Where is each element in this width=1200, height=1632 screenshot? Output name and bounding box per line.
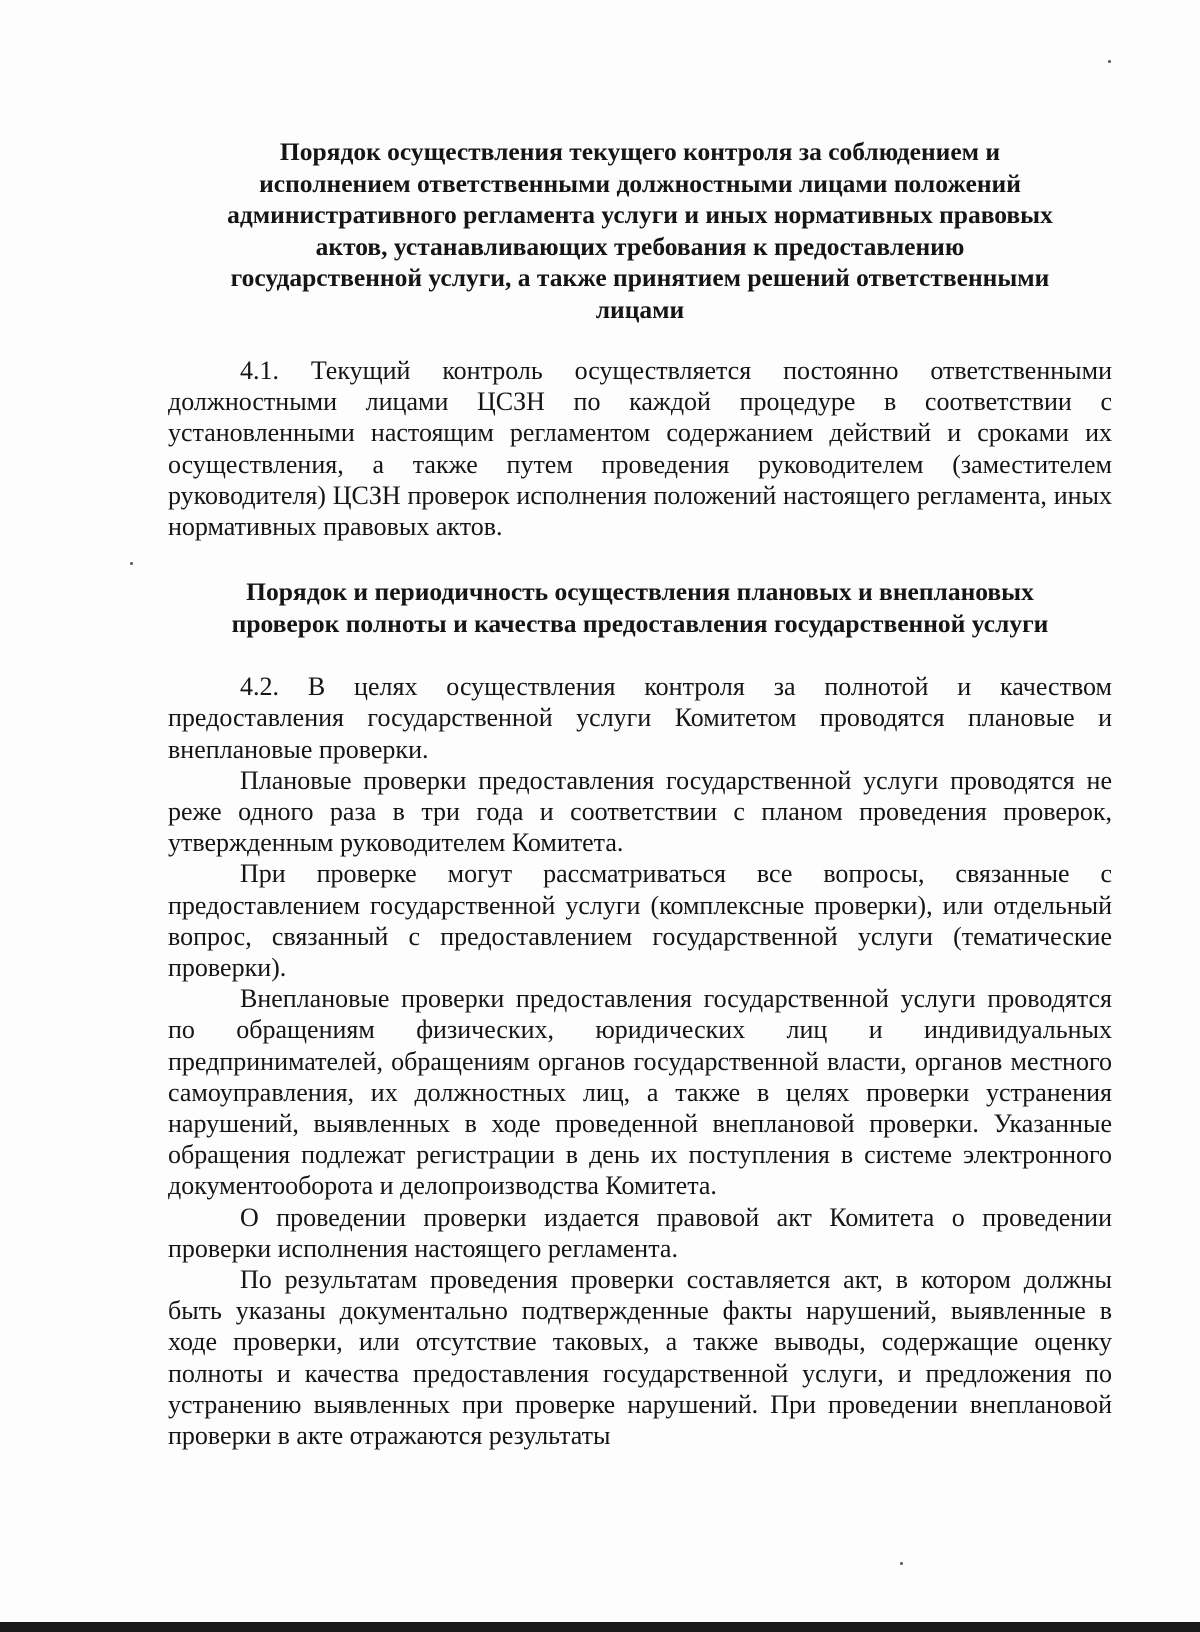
document-page <box>168 136 1112 1451</box>
heading-line: исполнением ответственными должностными лицами положений <box>259 168 1021 198</box>
section-heading-current-control <box>168 136 1112 325</box>
scan-bottom-edge <box>0 1622 1200 1632</box>
section-heading-inspections <box>168 576 1112 639</box>
heading-line: лицами <box>595 294 685 324</box>
paragraph-inspection-results: По результатам проведения проверки составляется акт, в котором должны быть указаны документально подтвержденные факты нарушений, выявленные в ходе проверки, или отсутствие таковых, а также выводы, содержащие оценку полноты и качества предоставления государственной услуги, и предложения по устранению выявленных при проверке нарушений. При проведении внеплановой проверки в акте отражаются результаты <box>168 1265 1112 1451</box>
paragraph-inspection-scope: При проверке могут рассматриваться все вопросы, связанные с предоставлением государственной услуги (комплексные проверки), или отдельный вопрос, связанный с предоставлением государственной услуги (тематические проверки). <box>168 859 1112 983</box>
heading-line: Порядок и периодичность осуществления плановых и внеплановых <box>246 577 1034 607</box>
heading-line: актов, устанавливающих требования к предоставлению <box>315 231 965 261</box>
heading-line: Порядок осуществления текущего контроля за соблюдением и <box>279 137 1001 166</box>
heading-line: проверок полноты и качества предоставления государственной услуги <box>231 608 1049 638</box>
paragraph-4-2: 4.2. В целях осуществления контроля за полнотой и качеством предоставления государственной услуги Комитетом проводятся плановые и внеплановые проверки. <box>168 672 1112 764</box>
scan-speck <box>130 562 133 565</box>
heading-line: административного регламента услуги и иных нормативных правовых <box>227 200 1053 229</box>
paragraph-unplanned-inspections: Внеплановые проверки предоставления государственной услуги проводятся по обращениям физических, юридических лиц и индивидуальных предпринимателей, обращениям органов государственной власти, органов местного самоуправления, их должностных лиц, а также в целях проверки устранения нарушений, выявленных в ходе проведенной внеплановой проверки. Указанные обращения подлежат регистрации в день их поступления в системе электронного документооборота и делопроизводства Комитета. <box>168 984 1112 1201</box>
scan-speck <box>900 1562 903 1565</box>
heading-line: государственной услуги, а также принятием решений ответственными <box>230 263 1050 292</box>
paragraph-4-1: 4.1. Текущий контроль осуществляется постоянно ответственными должностными лицами ЦСЗН по каждой процедуре в соответствии с установленными настоящим регламентом содержанием действий и сроками их осуществления, а также путем проведения руководителем (заместителем руководителя) ЦСЗН проверок исполнения положений настоящего регламента, иных нормативных правовых актов. <box>168 356 1112 542</box>
paragraph-planned-inspections: Плановые проверки предоставления государственной услуги проводятся не реже одного раза в три года и соответствии с планом проведения проверок, утвержденным руководителем Комитета. <box>168 765 1112 858</box>
paragraph-legal-act: О проведении проверки издается правовой акт Комитета о проведении проверки исполнения настоящего регламента. <box>168 1202 1112 1263</box>
scan-speck <box>1108 60 1111 63</box>
